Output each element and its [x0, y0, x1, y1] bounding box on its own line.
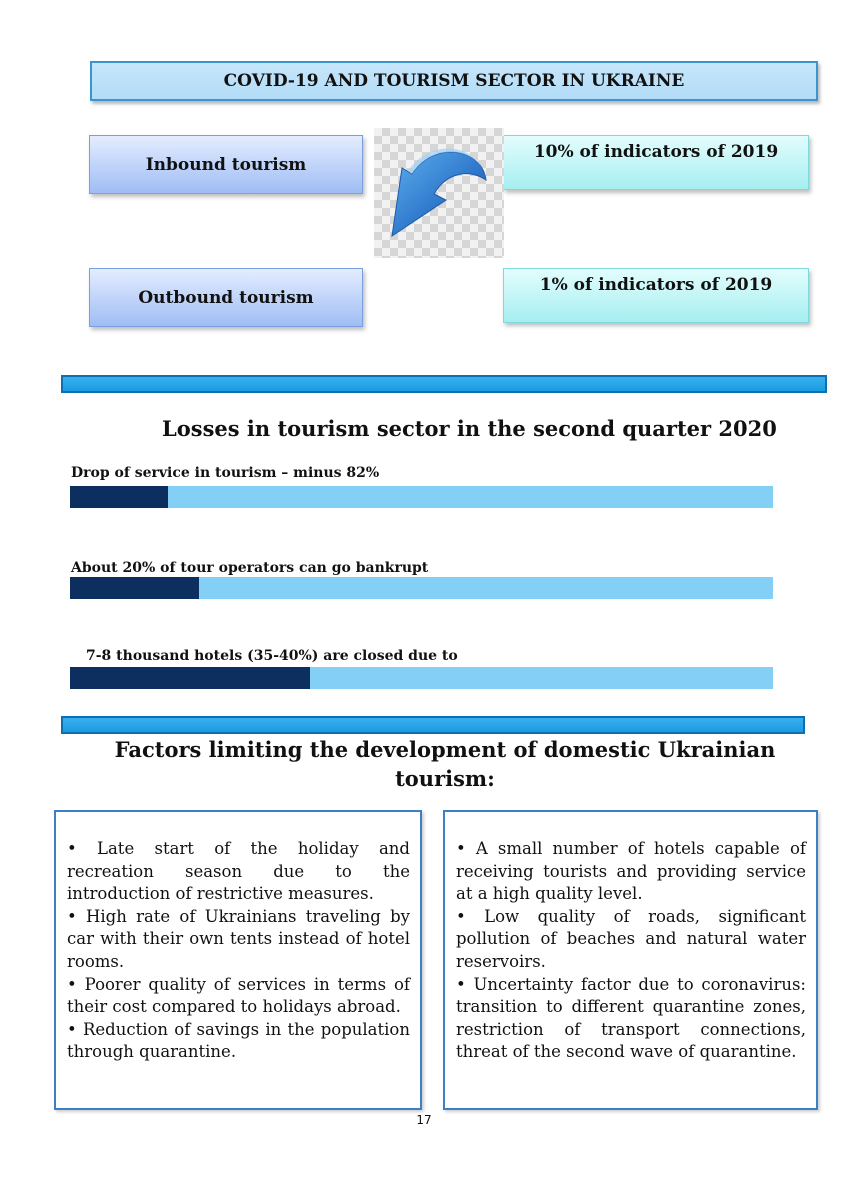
factor-item: • Late start of the holiday and recreation season due to the introduction of restrictive measures.	[67, 839, 410, 904]
factor-item: • Uncertainty factor due to coronavirus: transition to different quarantine zones, restriction of transport connections, threat of the second wave of quarantine.	[456, 974, 806, 1062]
outbound-tourism-label: Outbound tourism	[138, 287, 314, 308]
section-divider	[61, 716, 805, 734]
losses-title: Losses in tourism sector in the second quarter 2020	[162, 416, 777, 441]
page-number: 17	[416, 1113, 432, 1127]
outbound-value-label: 1% of indicators of 2019	[539, 275, 773, 295]
arrow-graphic	[374, 128, 504, 258]
inbound-value-box	[503, 135, 809, 190]
loss-bar-track	[70, 577, 773, 599]
factors-right-box	[443, 810, 818, 1110]
section-divider	[61, 375, 827, 393]
factor-item: • High rate of Ukrainians traveling by car with their own tents instead of hotel rooms.	[67, 906, 410, 971]
factors-title	[70, 735, 820, 793]
factors-title-line: Factors limiting the development of domestic Ukrainian	[114, 737, 776, 762]
loss-bar-fill	[70, 486, 168, 508]
page-title: COVID-19 AND TOURISM SECTOR IN UKRAINE	[90, 61, 818, 101]
loss-bar-track	[70, 667, 773, 689]
inbound-tourism-box	[89, 135, 363, 194]
factors-left-box	[54, 810, 422, 1110]
inbound-value-label: 10% of indicators of 2019	[533, 142, 779, 162]
bar-label: About 20% of tour operators can go bankrupt	[71, 560, 429, 576]
outbound-value-box	[503, 268, 809, 323]
loss-bar-fill	[70, 577, 199, 599]
outbound-tourism-box	[89, 268, 363, 327]
curved-down-arrow-icon	[374, 128, 504, 258]
bar-label: 7-8 thousand hotels (35-40%) are closed due to	[86, 648, 458, 664]
factors-title-line: tourism:	[395, 766, 495, 791]
factor-item: • A small number of hotels capable of receiving tourists and providing service at a high quality level.	[456, 839, 806, 904]
loss-bar-track	[70, 486, 773, 508]
factor-item: • Reduction of savings in the population through quarantine.	[67, 1019, 410, 1062]
factor-item: • Low quality of roads, significant pollution of beaches and natural water reservoirs.	[456, 906, 806, 971]
factor-item: • Poorer quality of services in terms of their cost compared to holidays abroad.	[67, 974, 410, 1017]
loss-bar-fill	[70, 667, 310, 689]
inbound-tourism-label: Inbound tourism	[145, 154, 307, 175]
bar-label: Drop of service in tourism – minus 82%	[71, 465, 380, 481]
